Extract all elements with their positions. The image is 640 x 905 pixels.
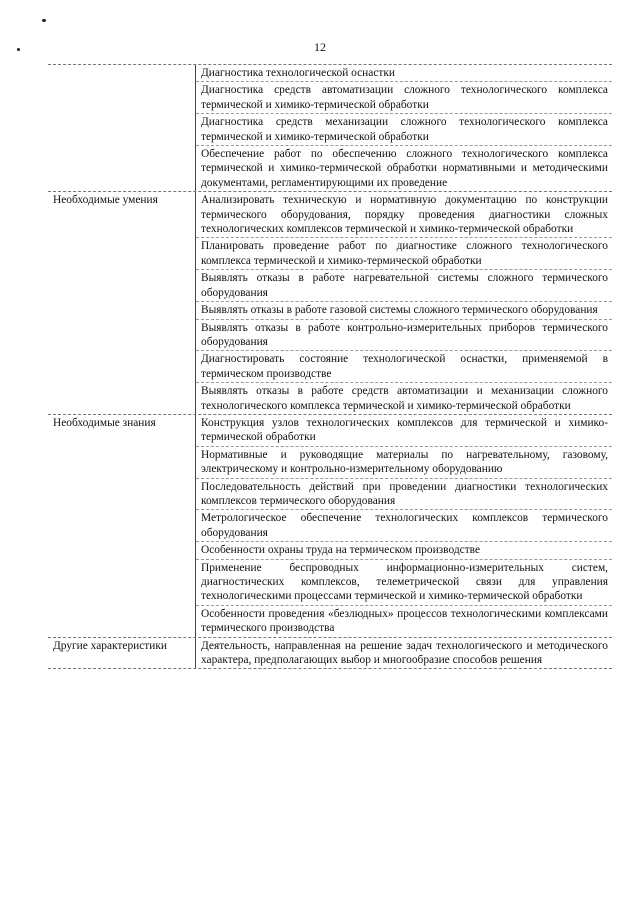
table-cell: Выявлять отказы в работе средств автоматизации и механизации сложного технологического комплекса термической и химико-термической обработки bbox=[201, 385, 608, 412]
table-cell: Особенности охраны труда на термическом производстве bbox=[196, 542, 612, 559]
section-items bbox=[196, 638, 612, 669]
table-cell: Диагностика средств механизации сложного технологического комплекса термической и химико-термической обработки bbox=[196, 114, 612, 146]
section-items bbox=[196, 192, 612, 414]
section-items bbox=[196, 415, 612, 637]
table-cell: Выявлять отказы в работе нагревательной системы сложного термического оборудования bbox=[196, 270, 612, 302]
table-section bbox=[48, 415, 612, 638]
scan-speck bbox=[42, 19, 46, 22]
table-cell: Нормативные и руководящие материалы по нагревательному, газовому, электрическому и контрольно-измерительному оборудованию bbox=[196, 447, 612, 479]
table-cell: Деятельность, направленная на решение задач технологического и методического характера, предполагающих выбор и многообразие способов решения bbox=[201, 639, 608, 667]
table-cell: Обеспечение работ по обеспечению сложного технологического комплекса термической и химико-термической обработки нормативными и методическими документами, регламентирующими их проведение bbox=[201, 148, 608, 189]
table-section bbox=[48, 65, 612, 192]
table-cell: Конструкция узлов технологических комплексов для термической и химико-термической обработки bbox=[196, 415, 612, 447]
table-cell: Анализировать техническую и нормативную документацию по конструкции термического оборудования, порядку проведения диагностики сложных технологических комплексов термической и химико-термической обработки bbox=[196, 192, 612, 238]
competency-table bbox=[48, 64, 612, 669]
table-cell: Выявлять отказы в работе газовой системы сложного термического оборудования bbox=[196, 302, 612, 319]
section-items bbox=[196, 65, 612, 191]
page-number: 12 bbox=[314, 40, 326, 54]
table-cell: Выявлять отказы в работе контрольно-измерительных приборов термического оборудования bbox=[196, 320, 612, 352]
section-label: Необходимые умения bbox=[48, 192, 196, 414]
table-section bbox=[48, 638, 612, 670]
table-section bbox=[48, 192, 612, 415]
section-label bbox=[48, 65, 196, 191]
table-cell: Последовательность действий при проведении диагностики технологических комплексов термического оборудования bbox=[196, 479, 612, 511]
table-cell: Метрологическое обеспечение технологических комплексов термического оборудования bbox=[196, 510, 612, 542]
table-cell: Диагностировать состояние технологической оснастки, применяемой в термическом производстве bbox=[196, 351, 612, 383]
table-cell: Диагностика технологической оснастки bbox=[196, 65, 612, 82]
table-cell: Планировать проведение работ по диагностике сложного технологического комплекса термической и химико-термической обработки bbox=[196, 238, 612, 270]
section-label: Другие характеристики bbox=[48, 638, 196, 669]
table-cell: Применение беспроводных информационно-измерительных систем, диагностических комплексов, телеметрической связи для управления технологическими процессами термической и химико-термической обработки bbox=[196, 560, 612, 606]
section-label: Необходимые знания bbox=[48, 415, 196, 637]
table-cell: Диагностика средств автоматизации сложного технологического комплекса термической и химико-термической обработки bbox=[196, 82, 612, 114]
table-cell: Особенности проведения «безлюдных» процессов технологическими комплексами термического производства bbox=[201, 607, 608, 635]
